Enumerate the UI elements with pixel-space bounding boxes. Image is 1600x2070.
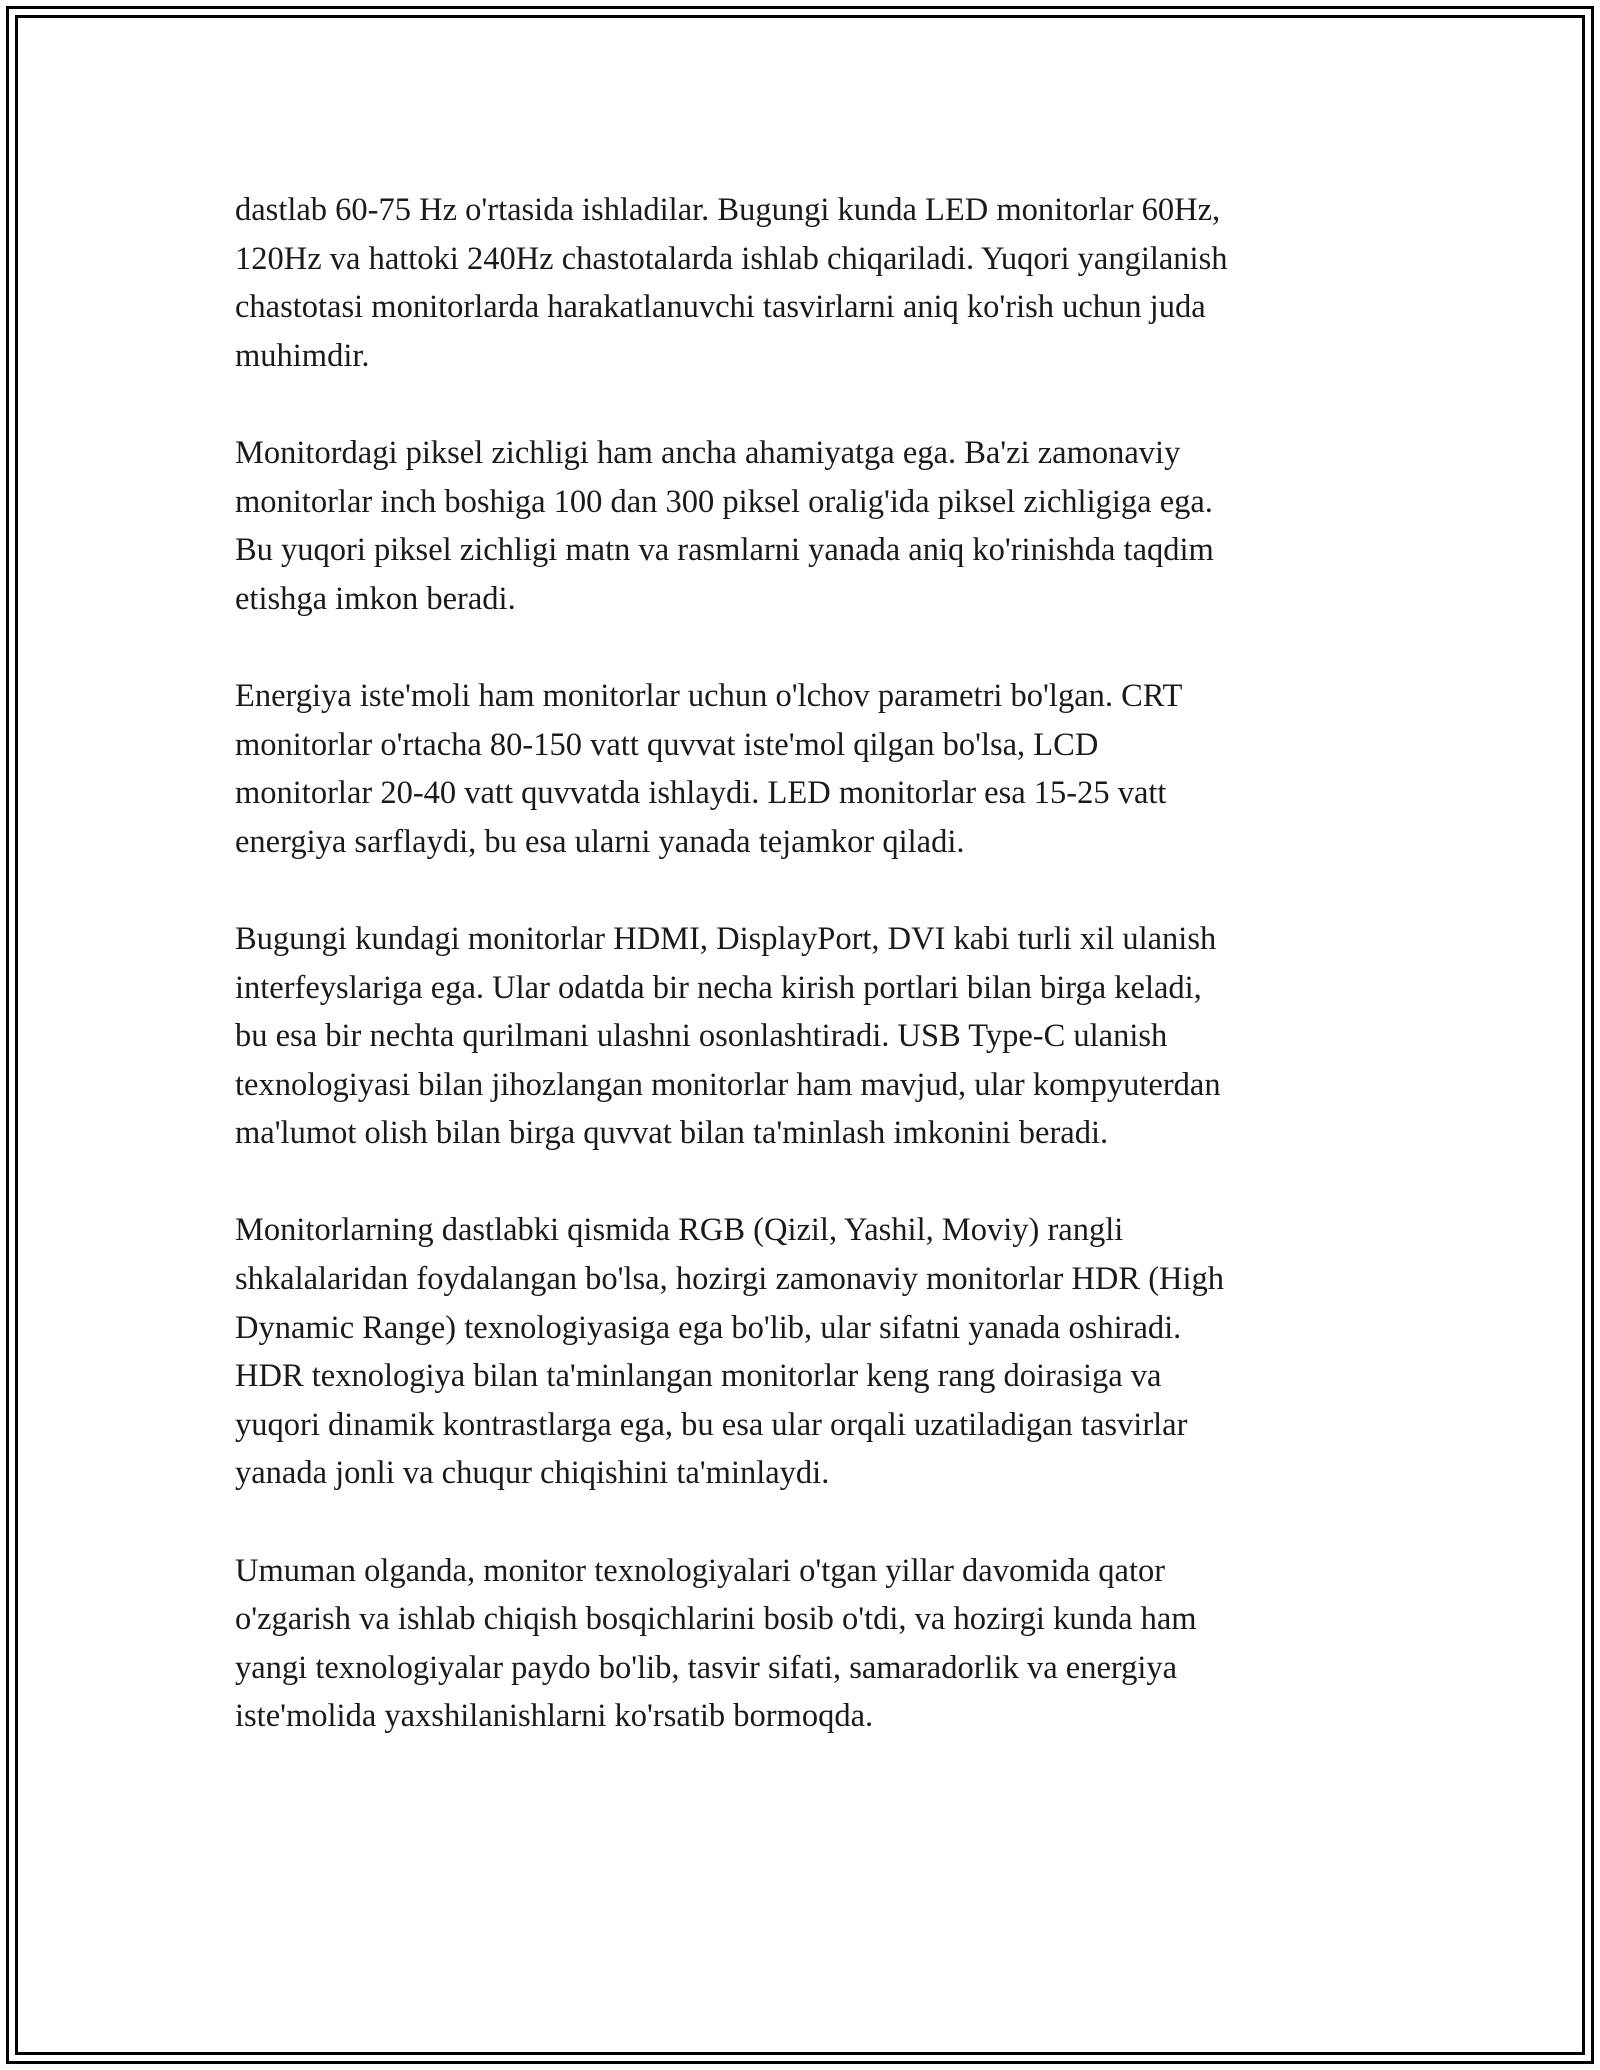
paragraph-pixel-density: Monitordagi piksel zichligi ham ancha ahamiyatga ega. Ba'zi zamonaviy monitorlar inch boshiga 100 dan 300 piksel oralig'ida piksel zichligiga ega. Bu yuqori piksel zichligi matn va rasmlarni yanada aniq ko'rinishda taqdim etishga imkon beradi.: [235, 434, 1214, 617]
paragraph-color-hdr: Monitorlarning dastlabki qismida RGB (Qizil, Yashil, Moviy) rangli shkalalaridan foydalangan bo'lsa, hozirgi zamonaviy monitorlar HDR (High Dynamic Range) texnologiyasiga ega bo'lib, ular sifatni yanada oshiradi. HDR texnologiya bilan ta'minlangan monitorlar keng rang doirasiga va yuqori dinamik kontrastlarga ega, bu esa ular orqali uzatiladigan tasvirlar yanada jonli va chuqur chiqishini ta'minlaydi.: [235, 1212, 1225, 1492]
paragraph-refresh-rate: dastlab 60-75 Hz o'rtasida ishladilar. Bugungi kunda LED monitorlar 60Hz, 120Hz va hattoki 240Hz chastotalarda ishlab chiqariladi. Yuqori yangilanish chastotasi monitorlarda harakatlanuvchi tasvirlarni aniq ko'rish uchun juda muhimdir.: [235, 192, 1228, 374]
paragraph-conclusion: Umuman olganda, monitor texnologiyalari o'tgan yillar davomida qator o'zgarish va ishlab chiqish bosqichlarini bosib o'tdi, va hozirgi kunda ham yangi texnologiyalar paydo bo'lib, tasvir sifati, samaradorlik va energiya iste'molida yaxshilanishlarni ko'rsatib bormoqda.: [235, 1552, 1197, 1735]
paragraph-connection-interfaces: Bugungi kundagi monitorlar HDMI, DisplayPort, DVI kabi turli xil ulanish interfeyslariga ega. Ular odatda bir necha kirish portlari bilan birga keladi, bu esa bir nechta qurilmani ulashni osonlashtiradi. USB Type-C ulanish texnologiyasi bilan jihozlangan monitorlar ham mavjud, ular kompyuterdan ma'lumot olish bilan birga quvvat bilan ta'minlash imkonini beradi.: [235, 920, 1221, 1152]
paragraph-energy-consumption: Energiya iste'moli ham monitorlar uchun o'lchov parametri bo'lgan. CRT monitorlar o'rtacha 80-150 vatt quvvat iste'mol qilgan bo'lsa, LCD monitorlar 20-40 vatt quvvatda ishlaydi. LED monitorlar esa 15-25 vatt energiya sarflaydi, bu esa ularni yanada tejamkor qiladi.: [235, 677, 1183, 860]
document-body: [235, 186, 1375, 1790]
